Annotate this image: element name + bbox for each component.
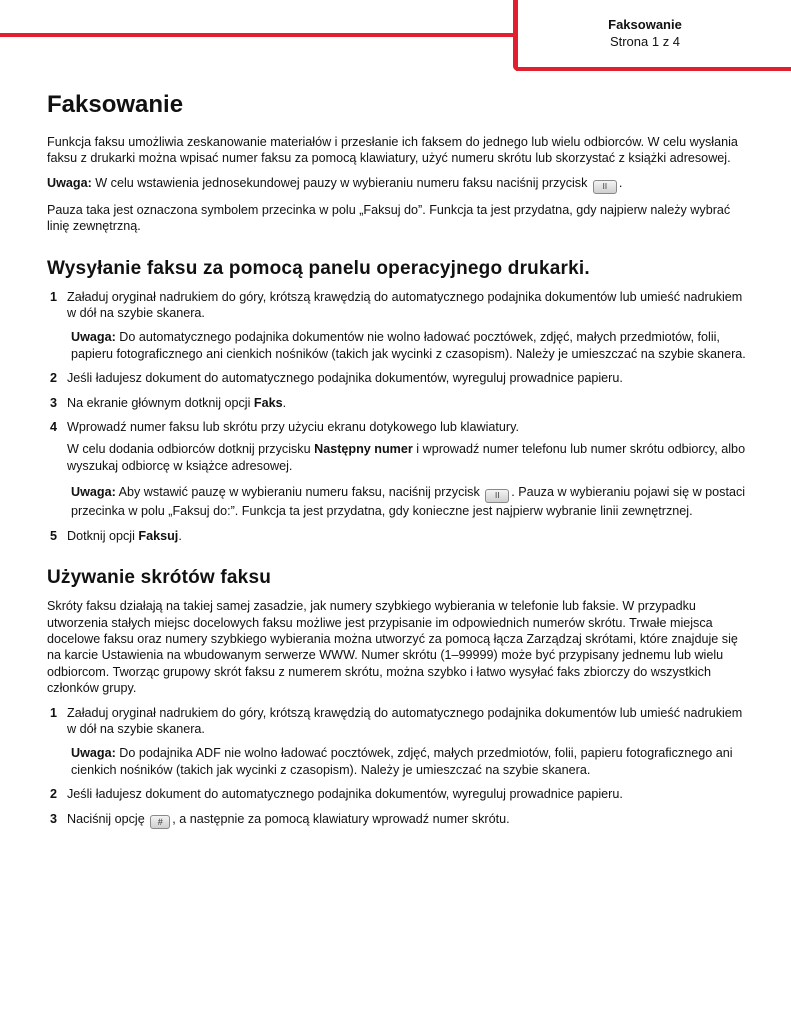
note-label: Uwaga: [71, 746, 116, 761]
step-number: 3 [50, 395, 58, 410]
pause-key-icon: II [485, 489, 509, 503]
sub-text-end: i wprowadź numer telefonu lub numer skrótu odbiorcy, albo wyszukaj odbiorcę w książce adresowej. [67, 442, 746, 473]
intro-paragraph-2: Pauza taka jest oznaczona symbolem przecinka w polu „Faksuj do”. Funkcja ta jest przydatna, gdy najpierw należy wybrać linię zewnętrzną. [47, 202, 731, 234]
step-subparagraph [47, 441, 747, 474]
step-text: Jeśli ładujesz dokument do automatycznego podajnika dokumentów, wyreguluj prowadnice papieru. [67, 787, 623, 802]
header-rule-vertical [513, 0, 518, 71]
shortcuts-paragraph: Skróty faksu działają na takiej samej zasadzie, jak numery szybkiego wybierania w telefonie lub faksie. W przypadku utworzenia stałych miejsc docelowych faksu możliwe jest przypisanie im odpowiednich numerów skrótu. Trwałe miejsca docelowe faksu oraz numery szybkiego wybierania można utworzyć za pomocą łącza Zarządzaj skrótami, które znajduje się na karcie Ustawienia na wbudowanym serwerze WWW. Numer skrótu (1–99999) może być przypisany jednemu lub wielu odbiorcom. Tworząc grupowy skrót faksu z numerem skrótu, można szybko i łatwo wysyłać faks zbiorczy do wszystkich członków grupy. [47, 599, 738, 696]
step-text: Załaduj oryginał nadrukiem do góry, krótszą krawędzią do automatycznego podajnika dokumentów lub umieść nadrukiem w dół na szybie skanera. [67, 289, 743, 321]
step-number: 2 [50, 371, 58, 386]
list-item [47, 786, 747, 802]
section-heading-send-fax: Wysyłanie faksu za pomocą panelu operacyjnego drukarki. [47, 257, 590, 279]
step-bold: Faks [253, 395, 283, 410]
step-text: Jeśli ładujesz dokument do automatycznego podajnika dokumentów, wyreguluj prowadnice papieru. [67, 371, 623, 386]
header-title: Faksowanie [608, 17, 682, 32]
step-number: 4 [50, 420, 58, 435]
step-note [47, 484, 747, 519]
intro-paragraph: Funkcja faksu umożliwia zeskanowanie materiałów i przesłanie ich faksem do jednego lub wielu odbiorców. W celu wysłania faksu z drukarki można wpisać numer faksu za pomocą klawiatury, użyć numeru skrótu lub skorzystać z książki adresowej. [47, 135, 738, 166]
list-item [47, 419, 747, 435]
header-page-number: Strona 1 z 4 [609, 34, 681, 49]
document-body [47, 90, 747, 837]
step-note [47, 329, 747, 362]
step-text: Załaduj oryginał nadrukiem do góry, krótszą krawędzią do automatycznego podajnika dokumentów lub umieść nadrukiem w dół na szybie skanera. [67, 705, 743, 736]
step-number: 5 [50, 528, 58, 543]
step-number: 2 [50, 787, 58, 802]
note-label: Uwaga: [47, 175, 92, 190]
note-text: Aby wstawić pauzę w wybieraniu numeru faksu, naciśnij przycisk [115, 485, 480, 500]
note-end: . [618, 175, 623, 190]
note-text: Do podajnika ADF nie wolno ładować pocztówek, zdjęć, małych przedmiotów, folii, papieru fotograficznego ani cienkich nośników (takich jak wycinki z czasopism). Należy je umieszczać na szybie skanera. [71, 746, 733, 777]
list-item [47, 370, 747, 386]
step-bold: Faksuj [138, 528, 179, 543]
list-item [47, 528, 747, 544]
step-note [47, 745, 747, 778]
step-text: Wprowadź numer faksu lub skrótu przy użyciu ekranu dotykowego lub klawiatury. [67, 420, 519, 435]
note-text-end: . Pauza w wybieraniu pojawi się w postaci przecinka w polu „Faksuj do:”. Funkcja ta jest przydatna, gdy konieczne jest najpierw wybranie linii zewnętrznej. [71, 485, 746, 519]
running-header [520, 16, 770, 50]
sub-bold: Następny numer [314, 442, 413, 457]
sub-text: W celu dodania odbiorców dotknij przycisku [67, 442, 315, 457]
section-heading-shortcuts: Używanie skrótów faksu [47, 567, 272, 589]
list-item [47, 289, 747, 322]
list-item [47, 395, 747, 411]
note-label: Uwaga: [71, 485, 116, 500]
step-text-end: , a następnie za pomocą klawiatury wprowadź numer skrótu. [172, 811, 510, 826]
step-text: Na ekranie głównym dotknij opcji [67, 395, 254, 410]
step-text: Naciśnij opcję [67, 811, 145, 826]
step-text-end: . [282, 395, 287, 410]
step-text: Dotknij opcji [67, 528, 139, 543]
header-rule-left [0, 33, 516, 37]
note-text: Do automatycznego podajnika dokumentów nie wolno ładować pocztówek, zdjęć, małych przedmiotów, folii, papieru fotograficznego ani cienkich nośników (takich jak wycinki z czasopism). Należy je umieszczać na szybie skanera. [71, 330, 746, 361]
page-title: Faksowanie [47, 91, 184, 118]
intro-note [47, 175, 747, 194]
list-item [47, 811, 747, 829]
header-rule-bottom [516, 67, 791, 71]
pause-key-icon: II [593, 180, 617, 194]
note-label: Uwaga: [71, 330, 116, 345]
note-text: W celu wstawienia jednosekundowej pauzy w wybieraniu numeru faksu naciśnij przycisk [91, 175, 588, 190]
step-text-end: . [178, 528, 182, 543]
hash-key-icon: # [150, 815, 170, 829]
list-item [47, 705, 747, 738]
step-number: 1 [50, 705, 58, 720]
step-number: 1 [50, 289, 58, 304]
step-number: 3 [50, 811, 58, 826]
